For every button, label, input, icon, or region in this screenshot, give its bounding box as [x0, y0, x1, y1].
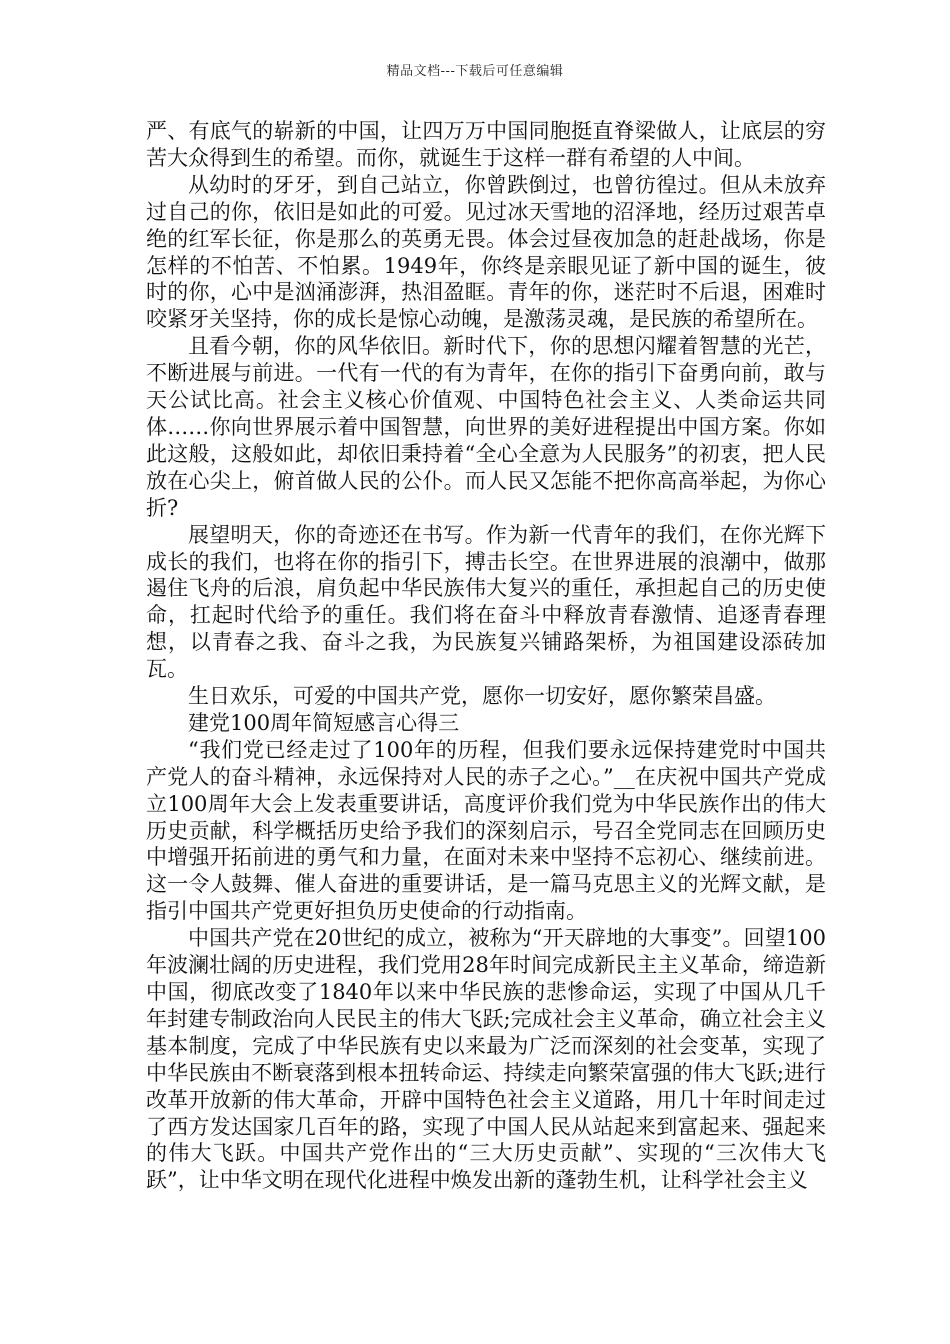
- document-body: [146, 118, 826, 1194]
- paragraph: “我们党已经走过了100年的历程，但我们要永远保持建党时中国共产党人的奋斗精神，永远保持对人民的赤子之心。”__在庆祝中国共产党成立100周年大会上发表重要讲话，高度评价我们党为中华民族作出的伟大历史贡献，科学概括历史给予我们的深刻启示，号召全党同志在回顾历史中增强开拓前进的勇气和力量，在面对未来中坚持不忘初心、继续前进。这一令人鼓舞、催人奋进的重要讲话，是一篇马克思主义的光辉文献，是指引中国共产党更好担负历史使命的行动指南。: [146, 737, 826, 924]
- paragraph: 从幼时的牙牙，到自己站立，你曾跌倒过，也曾彷徨过。但从未放弃过自己的你，依旧是如此的可爱。见过冰天雪地的沼泽地，经历过艰苦卓绝的红军长征，你是那么的英勇无畏。体会过昼夜加急的赶赴战场，你是怎样的不怕苦、不怕累。1949年，你终是亲眼见证了新中国的诞生，彼时的你，心中是汹涌澎湃，热泪盈眶。青年的你，迷茫时不后退，困难时咬紧牙关坚持，你的成长是惊心动魄，是激荡灵魂，是民族的希望所在。: [146, 172, 826, 332]
- paragraph: 展望明天，你的奇迹还在书写。作为新一代青年的我们，在你光辉下成长的我们，也将在你的指引下，搏击长空。在世界进展的浪潮中，做那遏住飞舟的后浪，肩负起中华民族伟大复兴的重任，承担起自己的历史使命，扛起时代给予的重任。我们将在奋斗中释放青春激情、追逐青春理想，以青春之我、奋斗之我，为民族复兴铺路架桥，为祖国建设添砖加瓦。: [146, 522, 826, 682]
- paragraph-continuation: 严、有底气的崭新的中国，让四万万中国同胞挺直脊梁做人，让底层的穷苦大众得到生的希望。而你，就诞生于这样一群有希望的人中间。: [146, 119, 826, 170]
- page-header: 精品文档---下载后可任意编辑: [386, 64, 564, 79]
- paragraph: 且看今朝，你的风华依旧。新时代下，你的思想闪耀着智慧的光芒，不断进展与前进。一代有一代的有为青年，在你的指引下奋勇向前，敢与天公试比高。社会主义核心价值观、中国特色社会主义、人类命运共同体……你向世界展示着中国智慧，向世界的美好进程提出中国方案。你如此这般，这般如此，却依旧秉持着“全心全意为人民服务”的初衷，把人民放在心尖上，俯首做人民的公仆。而人民又怎能不把你高高举起，为你心折?: [146, 334, 826, 520]
- paragraph: 中国共产党在20世纪的成立，被称为“开天辟地的大事变”。回望100年波澜壮阔的历史进程，我们党用28年时间完成新民主主义革命，缔造新中国，彻底改变了1840年以来中华民族的悲惨命运，实现了中国从几千年封建专制政治向人民民主的伟大飞跃;完成社会主义革命，确立社会主义基本制度，完成了中华民族有史以来最为广泛而深刻的社会变革，实现了中华民族由不断衰落到根本扭转命运、持续走向繁荣富强的伟大飞跃;进行改革开放新的伟大革命，开辟中国特色社会主义道路，用几十年时间走过了西方发达国家几百年的路，实现了中国人民从站起来到富起来、强起来的伟大飞跃。中国共产党作出的“三大历史贡献”、实现的“三次伟大飞跃”，让中华文明在现代化进程中焕发出新的蓬勃生机，让科学社会主义: [146, 926, 826, 1193]
- section-heading: 建党100周年简短感言心得三: [188, 710, 460, 735]
- paragraph: 生日欢乐，可爱的中国共产党，愿你一切安好，愿你繁荣昌盛。: [188, 684, 776, 709]
